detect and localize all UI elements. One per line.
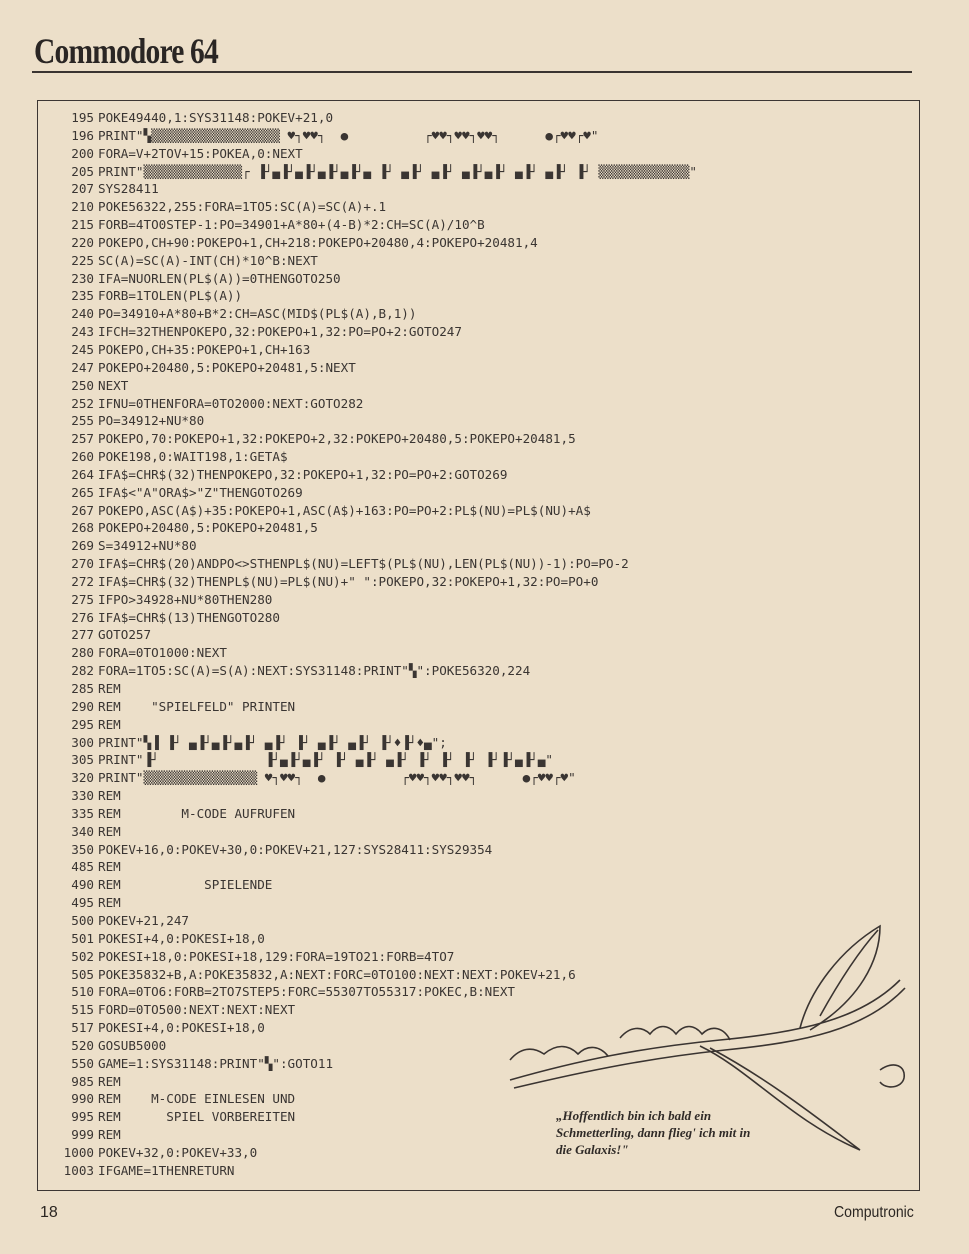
line-number: 282	[71, 663, 94, 679]
line-number: 269	[71, 538, 94, 554]
line-code: IFA$=CHR$(20)ANDPO<>STHENPL$(NU)=LEFT$(PL$(NU),LEN(PL$(NU))-1):PO=PO-2	[98, 556, 629, 572]
listing-line	[50, 680, 908, 698]
line-number: 264	[71, 466, 94, 482]
line-code: REM	[98, 788, 121, 804]
line-code: POKEV+32,0:POKEV+33,0	[98, 1144, 258, 1160]
line-code: POKE198,0:WAIT198,1:GETA$	[98, 449, 288, 465]
line-code: POKEV+16,0:POKEV+30,0:POKEV+21,127:SYS28411:SYS29354	[98, 841, 493, 857]
line-code: POKEPO+20480,5:POKEPO+20481,5:NEXT	[98, 359, 356, 375]
line-code: GOSUB5000	[98, 1037, 167, 1053]
line-number: 252	[71, 395, 94, 411]
line-code: REM M-CODE EINLESEN UND	[98, 1091, 296, 1107]
listing-line	[50, 644, 908, 662]
line-number: 500	[71, 912, 94, 928]
line-code: PO=34912+NU*80	[98, 413, 205, 429]
listing-line	[50, 502, 908, 520]
line-code: POKE56322,255:FORA=1TO5:SC(A)=SC(A)+.1	[98, 199, 387, 215]
listing-line	[50, 609, 908, 627]
line-code: IFCH=32THENPOKEPO,32:POKEPO+1,32:PO=PO+2:GOTO247	[98, 324, 462, 340]
line-number: 265	[71, 484, 94, 500]
line-number: 272	[71, 573, 94, 589]
line-code: POKEPO,CH+35:POKEPO+1,CH+163	[98, 341, 311, 357]
line-number: 210	[71, 199, 94, 215]
line-code: REM "SPIELFELD" PRINTEN	[98, 698, 296, 714]
line-code: PRINT"▚▐ ▐┘ ▄▐┘▄▐┘▄▐┘ ▄▐┘ ▐┘ ▄▐┘ ▄▐┘ ▐┘♦▐┘♦▄";	[98, 734, 447, 750]
line-code: PRINT"▒▒▒▒▒▒▒▒▒▒▒▒▒▒▒ ♥┐♥♥┐ ● ┌♥♥┐♥♥┐♥♥┐ ●┌♥♥┌♥"	[98, 770, 576, 786]
line-number: 1000	[63, 1144, 94, 1160]
line-code: POKE35832+B,A:POKE35832,A:NEXT:FORC=0TO100:NEXT:NEXT:POKEV+21,6	[98, 966, 576, 982]
listing-line	[50, 395, 908, 413]
line-number: 270	[71, 556, 94, 572]
line-code: SC(A)=SC(A)-INT(CH)*10^B:NEXT	[98, 252, 318, 268]
line-number: 330	[71, 788, 94, 804]
line-number: 290	[71, 698, 94, 714]
listing-line	[50, 323, 908, 341]
listing-line	[50, 573, 908, 591]
listing-line	[50, 145, 908, 163]
listing-line	[50, 805, 908, 823]
listing-line	[50, 412, 908, 430]
line-code: FORB=4TO0STEP-1:PO=34901+A*80+(4-B)*2:CH=SC(A)/10^B	[98, 217, 485, 233]
line-code: REM	[98, 823, 121, 839]
line-code: REM	[98, 1127, 121, 1143]
line-number: 350	[71, 841, 94, 857]
listing-line	[50, 662, 908, 680]
listing-line	[50, 198, 908, 216]
line-number: 490	[71, 877, 94, 893]
line-number: 520	[71, 1037, 94, 1053]
line-code: POKEPO+20480,5:POKEPO+20481,5	[98, 520, 318, 536]
line-number: 340	[71, 823, 94, 839]
line-code: REM	[98, 895, 121, 911]
line-number: 277	[71, 627, 94, 643]
line-code: IFA=NUORLEN(PL$(A))=0THENGOTO250	[98, 270, 341, 286]
line-code: PO=34910+A*80+B*2:CH=ASC(MID$(PL$(A),B,1))	[98, 306, 417, 322]
line-number: 485	[71, 859, 94, 875]
line-code: FORD=0TO500:NEXT:NEXT:NEXT	[98, 1002, 296, 1018]
line-number: 995	[71, 1109, 94, 1125]
line-number: 510	[71, 984, 94, 1000]
line-number: 300	[71, 734, 94, 750]
line-number: 505	[71, 966, 94, 982]
line-number: 207	[71, 181, 94, 197]
page-number: 18	[40, 1204, 58, 1221]
line-number: 230	[71, 270, 94, 286]
listing-line	[50, 876, 908, 894]
listing-line	[50, 377, 908, 395]
line-code: SYS28411	[98, 181, 159, 197]
line-number: 196	[71, 127, 94, 143]
line-code: IFA$=CHR$(13)THENGOTO280	[98, 609, 280, 625]
listing-line	[50, 448, 908, 466]
line-number: 285	[71, 681, 94, 696]
line-number: 295	[71, 716, 94, 732]
listing-line	[50, 626, 908, 644]
listing-line	[50, 591, 908, 609]
line-code: IFA$=CHR$(32)THENPOKEPO,32:POKEPO+1,32:PO=PO+2:GOTO269	[98, 466, 508, 482]
illustration-caption: „Hoffentlich bin ich bald ein Schmetterling, dann flieg' ich mit in die Galaxis!"	[556, 1108, 751, 1157]
listing-line	[50, 698, 908, 716]
line-code: FORA=0TO6:FORB=2TO7STEP5:FORC=55307TO55317:POKEC,B:NEXT	[98, 984, 516, 1000]
line-code: POKESI+18,0:POKESI+18,129:FORA=19TO21:FORB=4TO7	[98, 948, 455, 964]
listing-line	[50, 734, 908, 752]
line-number: 215	[71, 217, 94, 233]
line-number: 243	[71, 324, 94, 340]
listing-line	[50, 716, 908, 734]
line-code: POKEPO,ASC(A$)+35:POKEPO+1,ASC(A$)+163:PO=PO+2:PL$(NU)=PL$(NU)+A$	[98, 502, 591, 518]
listing-line	[50, 751, 908, 769]
line-number: 267	[71, 502, 94, 518]
line-code: POKEPO,CH+90:POKEPO+1,CH+218:POKEPO+20480,4:POKEPO+20481,4	[98, 234, 538, 250]
line-number: 205	[71, 163, 94, 179]
line-code: REM	[98, 681, 121, 696]
magazine-name: Computronic	[834, 1204, 914, 1221]
line-number: 268	[71, 520, 94, 536]
line-code: POKEV+21,247	[98, 912, 189, 928]
line-number: 240	[71, 306, 94, 322]
line-code: FORA=V+2TOV+15:POKEA,0:NEXT	[98, 145, 303, 161]
line-code: REM	[98, 859, 121, 875]
line-code: PRINT"▚▒▒▒▒▒▒▒▒▒▒▒▒▒▒▒▒▒ ♥┐♥♥┐ ● ┌♥♥┐♥♥┐♥♥┐ ●┌♥♥┌♥"	[98, 127, 599, 143]
line-number: 195	[71, 110, 94, 125]
line-number: 1003	[63, 1162, 94, 1178]
line-code: NEXT	[98, 377, 129, 393]
line-code: FORA=0TO1000:NEXT	[98, 645, 227, 661]
line-code: IFA$=CHR$(32)THENPL$(NU)=PL$(NU)+" ":POKEPO,32:POKEPO+1,32:PO=PO+0	[98, 573, 599, 589]
line-code: S=34912+NU*80	[98, 538, 197, 554]
line-number: 255	[71, 413, 94, 429]
line-code: POKE49440,1:SYS31148:POKEV+21,0	[98, 110, 334, 125]
listing-line	[50, 287, 908, 305]
line-number: 502	[71, 948, 94, 964]
line-code: POKESI+4,0:POKESI+18,0	[98, 1020, 265, 1036]
line-code: REM SPIEL VORBEREITEN	[98, 1109, 296, 1125]
line-code: IFPO>34928+NU*80THEN280	[98, 591, 273, 607]
listing-line	[50, 555, 908, 573]
line-number: 550	[71, 1055, 94, 1071]
listing-line	[50, 163, 908, 181]
line-number: 335	[71, 805, 94, 821]
line-code: REM M-CODE AUFRUFEN	[98, 805, 296, 821]
listing-line	[50, 430, 908, 448]
listing-line	[50, 305, 908, 323]
listing-line	[50, 841, 908, 859]
masthead-title: Commodore 64	[34, 31, 218, 71]
listing-line	[50, 109, 908, 127]
listing-line	[50, 787, 908, 805]
line-number: 515	[71, 1002, 94, 1018]
line-code: FORB=1TOLEN(PL$(A))	[98, 288, 243, 304]
listing-line	[50, 234, 908, 252]
listing-line	[50, 537, 908, 555]
line-number: 305	[71, 752, 94, 768]
listing-line	[50, 270, 908, 288]
listing-line	[50, 769, 908, 787]
listing-line	[50, 252, 908, 270]
line-number: 276	[71, 609, 94, 625]
line-number: 320	[71, 770, 94, 786]
listing-line	[50, 466, 908, 484]
listing-line	[50, 180, 908, 198]
line-code: POKESI+4,0:POKESI+18,0	[98, 930, 265, 946]
line-number: 245	[71, 341, 94, 357]
listing-line	[50, 823, 908, 841]
line-code: IFGAME=1THENRETURN	[98, 1162, 235, 1178]
listing-line	[50, 216, 908, 234]
line-number: 275	[71, 591, 94, 607]
line-number: 990	[71, 1091, 94, 1107]
line-number: 495	[71, 895, 94, 911]
line-code: FORA=1TO5:SC(A)=S(A):NEXT:SYS31148:PRINT"▚":POKE56320,224	[98, 663, 531, 679]
listing-line	[50, 484, 908, 502]
line-number: 985	[71, 1073, 94, 1089]
line-number: 501	[71, 930, 94, 946]
line-number: 220	[71, 234, 94, 250]
line-number: 235	[71, 288, 94, 304]
line-code: GOTO257	[98, 627, 152, 643]
line-number: 250	[71, 377, 94, 393]
line-code: REM SPIELENDE	[98, 877, 273, 893]
line-code: IFA$<"A"ORA$>"Z"THENGOTO269	[98, 484, 303, 500]
line-code: GAME=1:SYS31148:PRINT"▚":GOTO11	[98, 1055, 334, 1071]
listing-line	[50, 359, 908, 377]
line-code: REM	[98, 716, 121, 732]
line-number: 247	[71, 359, 94, 375]
line-number: 257	[71, 431, 94, 447]
listing-line	[50, 894, 908, 912]
listing-line	[50, 341, 908, 359]
line-number: 260	[71, 449, 94, 465]
line-number: 517	[71, 1020, 94, 1036]
line-number: 280	[71, 645, 94, 661]
line-code: IFNU=0THENFORA=0TO2000:NEXT:GOTO282	[98, 395, 364, 411]
line-number: 999	[71, 1127, 94, 1143]
line-code: PRINT"▐┘ ▐┘▄▐┘▄▐┘ ▐┘ ▄▐┘ ▄▐┘ ▐┘ ▐┘ ▐┘ ▐┘▐┘▄▐┘▄"	[98, 752, 553, 768]
listing-line	[50, 858, 908, 876]
listing-line	[50, 519, 908, 537]
listing-line	[50, 127, 908, 145]
line-number: 200	[71, 145, 94, 161]
line-code: POKEPO,70:POKEPO+1,32:POKEPO+2,32:POKEPO+20480,5:POKEPO+20481,5	[98, 431, 576, 447]
line-code: REM	[98, 1073, 121, 1089]
line-code: PRINT"▒▒▒▒▒▒▒▒▒▒▒▒▒┌ ▐┘▄▐┘▄▐┘▄▐┘▄▐┘▄ ▐┘ ▄▐┘ ▄▐┘ ▄▐┘▄▐┘ ▄▐┘ ▄▐┘ ▐┘ ▒▒▒▒▒▒▒▒▒▒▒▒"	[98, 163, 697, 179]
line-number: 225	[71, 252, 94, 268]
masthead-rule	[32, 71, 912, 73]
